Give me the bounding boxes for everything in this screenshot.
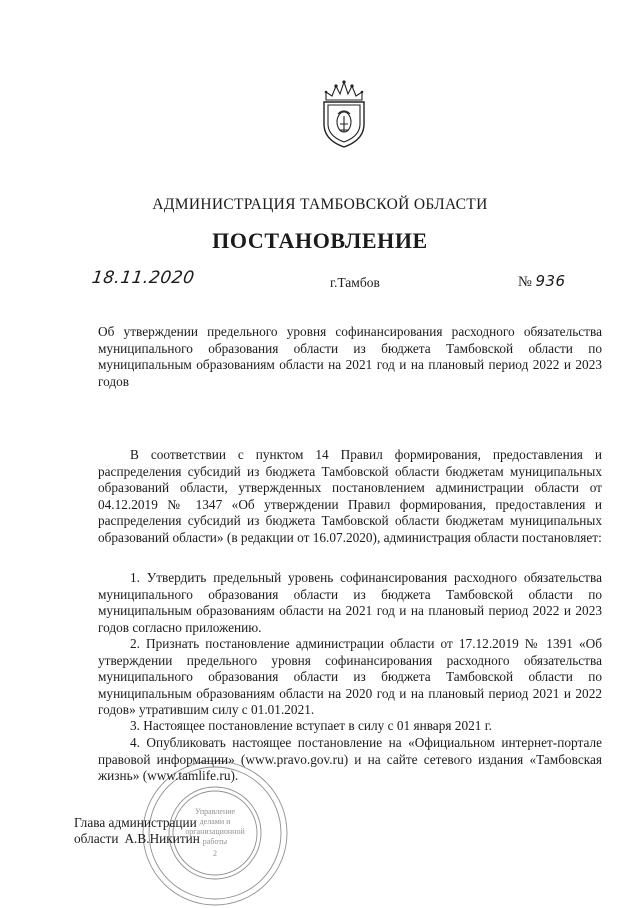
stamp-line-4: работы xyxy=(202,837,228,846)
organization-name: АДМИНИСТРАЦИЯ ТАМБОВСКОЙ ОБЛАСТИ xyxy=(152,196,488,213)
coat-of-arms-icon xyxy=(318,80,370,150)
signatory-name: А.В.Никитин xyxy=(124,831,200,846)
number-value: 936 xyxy=(535,272,566,290)
stamp-line-3: организационной xyxy=(185,827,245,836)
stamp-line-1: Управление xyxy=(194,807,236,816)
stamp-line-2: делами и xyxy=(199,817,231,826)
body-paragraph-2: 2. Признать постановление администрации области от 17.12.2019 № 1391 «Об утверждении предельного уровня софинансирования расходного обязательства муниципального образования области из бюджета Тамбовской области по муниципальным образованиям области на 2020 год и на плановый период 2021 и 2022 годов» утратившим силу с 01.01.2021. xyxy=(98,636,602,717)
document-city: г.Тамбов xyxy=(330,275,380,290)
stamp-line-5: 2 xyxy=(213,849,217,858)
document-number xyxy=(518,272,566,291)
signatory-block xyxy=(74,831,314,847)
body-paragraph-3: 3. Настоящее постановление вступает в силу с 01 января 2021 г. xyxy=(130,718,492,733)
signatory-title: Глава администрации xyxy=(74,815,197,830)
body-paragraph-preamble: В соответствии с пунктом 14 Правил формирования, предоставления и распределения субсидий из бюджета Тамбовской области бюджетам муниципальных образований области, утвержденных постановлением администрации области от 04.12.2019 № 1347 «Об утверждении Правил формирования, предоставления и распределения субсидий из бюджета Тамбовской области бюджетам муниципальных образований области» (в редакции от 16.07.2020), администрация области постановляет: xyxy=(98,447,602,545)
number-sign: № xyxy=(518,274,532,290)
body-paragraph-4: 4. Опубликовать настоящее постановление на «Официальном интернет-портале правовой информации» (www.pravo.gov.ru) и на сайте сетевого издания «Тамбовская жизнь» (www.tamlife.ru). xyxy=(98,735,602,783)
document-subject: Об утверждении предельного уровня софинансирования расходного обязательства муниципального образования области из бюджета Тамбовской области по муниципальным образованиям области на 2021 год и на плановый период 2022 и 2023 годов xyxy=(98,324,602,389)
document-type: ПОСТАНОВЛЕНИЕ xyxy=(212,228,428,253)
document-date: 18.11.2020 xyxy=(90,268,196,288)
body-paragraph-1: 1. Утвердить предельный уровень софинансирования расходного обязательства муниципального образования области из бюджета Тамбовской области по муниципальным образованиям области на 2021 год и на плановый период 2022 и 2023 годов согласно приложению. xyxy=(98,570,602,635)
signatory-region: области xyxy=(74,831,119,846)
